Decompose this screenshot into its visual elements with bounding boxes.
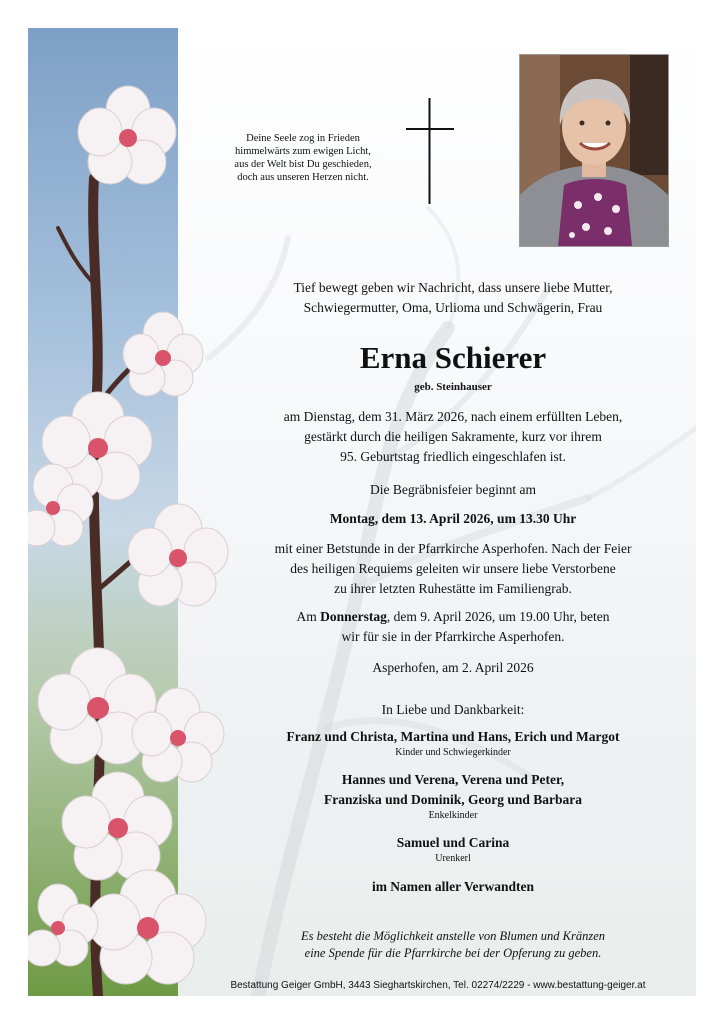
family-group-great-grandchildren	[238, 833, 668, 865]
portrait-image	[520, 55, 668, 246]
family-group-grandchildren	[238, 770, 668, 822]
death-line: am Dienstag, dem 31. März 2026, nach einem erfüllten Leben,	[283, 409, 623, 424]
family-role: Kinder und Schwiegerkinder	[395, 747, 511, 758]
family-names: Samuel und Carina	[396, 835, 510, 850]
poem-line: aus der Welt bist Du geschieden,	[234, 159, 372, 170]
notice-line: Es besteht die Möglichkeit anstelle von Blumen und Kränzen	[300, 929, 606, 943]
prayer-pre: Am	[296, 609, 321, 624]
intro-line: Schwiegermutter, Oma, Urlioma und Schwägerin, Frau	[303, 300, 603, 315]
funeral-line: des heiligen Requiems geleiten wir unsere liebe Verstorbene	[290, 561, 616, 576]
poem-line: Deine Seele zog in Frieden	[246, 133, 360, 144]
family-role: Urenkerl	[435, 853, 471, 864]
family-role: Enkelkinder	[428, 810, 478, 821]
funeral-details	[238, 539, 668, 599]
funeral-line: zu ihrer letzten Ruhestätte im Familiengrab.	[334, 581, 572, 596]
death-line: gestärkt durch die heiligen Sakramente, kurz vor ihrem	[304, 429, 602, 444]
family-names: Franz und Christa, Martina und Hans, Erich und Margot	[286, 729, 620, 744]
place-and-date: Asperhofen, am 2. April 2026	[372, 660, 534, 675]
notice-line: eine Spende für die Pfarrkirche bei der Opferung zu geben.	[304, 946, 602, 960]
death-line: 95. Geburtstag friedlich eingeschlafen ist.	[340, 449, 566, 464]
blossom-branch-image	[28, 28, 243, 996]
prayer-announcement	[238, 607, 668, 647]
prayer-line	[238, 607, 668, 627]
memorial-poem	[218, 132, 388, 184]
death-announcement	[238, 407, 668, 467]
prayer-day: Donnerstag	[320, 609, 387, 624]
prayer-line-2: wir für sie in der Pfarrkirche Asperhofen.	[341, 629, 565, 644]
obituary-card	[28, 28, 696, 996]
love-and-gratitude: In Liebe und Dankbarkeit:	[381, 702, 525, 717]
family-names: Franziska und Dominik, Georg und Barbara	[323, 792, 583, 807]
funeral-intro: Die Begräbnisfeier beginnt am	[369, 482, 537, 497]
funeral-home-footer: Bestattung Geiger GmbH, 3443 Sieghartskirchen, Tel. 02274/2229 - www.bestattung-geiger.at	[230, 980, 646, 991]
family-group-children	[238, 727, 668, 759]
cross-icon	[406, 98, 454, 204]
funeral-line: mit einer Betstunde in der Pfarrkirche Asperhofen. Nach der Feier	[274, 541, 632, 556]
portrait-photo	[519, 54, 669, 247]
all-relatives: im Namen aller Verwandten	[371, 879, 535, 894]
maiden-name: geb. Steinhauser	[414, 381, 492, 393]
family-names: Hannes und Verena, Verena und Peter,	[341, 772, 565, 787]
funeral-date: Montag, dem 13. April 2026, um 13.30 Uhr	[329, 511, 577, 526]
intro-text	[238, 278, 668, 318]
deceased-name: Erna Schierer	[359, 340, 547, 375]
prayer-post: , dem 9. April 2026, um 19.00 Uhr, beten	[386, 609, 610, 624]
poem-line: doch aus unseren Herzen nicht.	[237, 172, 369, 183]
donation-notice	[238, 928, 668, 962]
intro-line: Tief bewegt geben wir Nachricht, dass unsere liebe Mutter,	[293, 280, 613, 295]
poem-line: himmelwärts zum ewigen Licht,	[235, 146, 371, 157]
